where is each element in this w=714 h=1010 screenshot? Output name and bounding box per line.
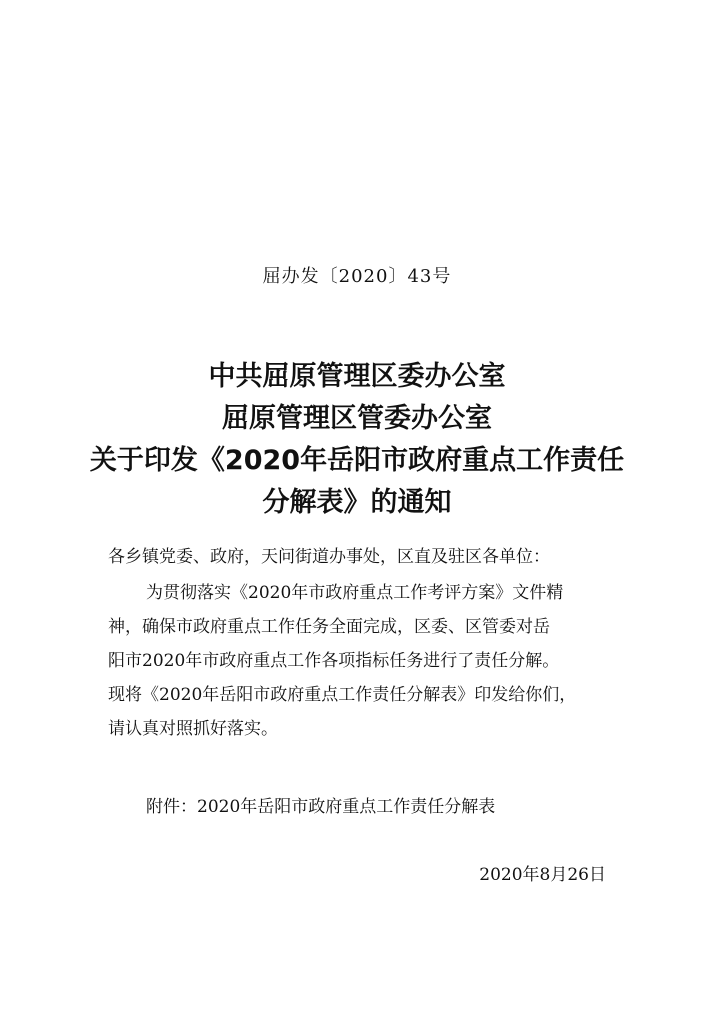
title-line: 分解表》的通知 [262,487,452,518]
document-number: 屈办发〔2020〕43号 [262,266,452,287]
body-line: 神，确保市政府重点工作任务全面完成，区委、区管委对岳 [108,617,550,637]
attachment-note: 附件：2020年岳阳市政府重点工作责任分解表 [146,797,496,817]
body-line: 阳市2020年市政府重点工作各项指标任务进行了责任分解。 [108,651,560,671]
body-line: 现将《2020年岳阳市政府重点工作责任分解表》印发给你们， [108,685,577,705]
body-line: 为贯彻落实《2020年市政府重点工作考评方案》文件精 [146,583,564,603]
document-title [60,356,654,524]
addressee: 各乡镇党委、政府，天问街道办事处，区直及驻区各单位： [108,547,550,567]
body-paragraph [108,576,608,746]
title-line: 关于印发《2020年岳阳市政府重点工作责任 [89,445,625,476]
issue-date: 2020年8月26日 [479,865,606,885]
title-line: 中共屈原管理区委办公室 [208,361,506,392]
title-line: 屈原管理区管委办公室 [222,403,492,434]
body-line: 请认真对照抓好落实。 [108,719,278,739]
